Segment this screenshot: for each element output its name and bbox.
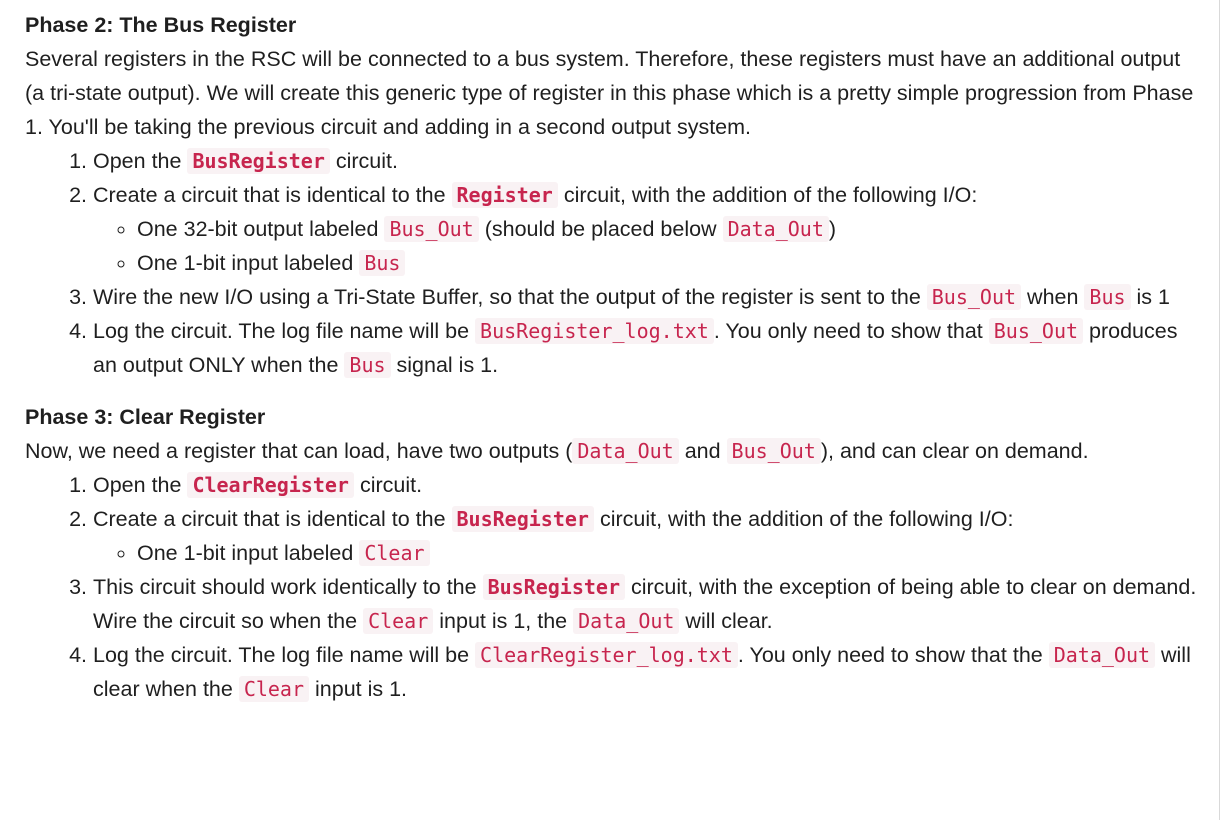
code-bus-register: BusRegister — [483, 574, 625, 600]
code-clear: Clear — [239, 676, 309, 702]
code-clear-register: ClearRegister — [187, 472, 354, 498]
phase3-section — [25, 400, 1205, 706]
code-bus-register: BusRegister — [187, 148, 329, 174]
phase3-intro: Now, we need a register that can load, have two outputs ( Data_Out and Bus_Out ), and can clear on demand. — [25, 439, 1089, 463]
phase3-title: Phase 3: Clear Register — [25, 405, 266, 429]
right-border — [1219, 0, 1220, 820]
phase2-step-2-sublist — [93, 212, 1205, 280]
phase2-section — [25, 8, 1205, 382]
code-bus: Bus — [359, 250, 405, 276]
phase3-step-4: 4. Log the circuit. The log file name will be ClearRegister_log.txt . You only need to show that the Data_Out will clear when the Clear input is 1. — [93, 638, 1205, 706]
code-bus-out: Bus_Out — [989, 318, 1083, 344]
phase3-sub-item-1: ◦ One 1-bit input labeled Clear — [137, 536, 1205, 570]
phase2-steps — [25, 144, 1205, 382]
phase3-step-2: 2. Create a circuit that is identical to the BusRegister circuit, with the addition of the following I/O: ◦ One 1-bit input labeled Clear — [93, 502, 1205, 570]
code-clear: Clear — [359, 540, 429, 566]
code-data-out: Data_Out — [573, 608, 679, 634]
code-bus-out: Bus_Out — [727, 438, 821, 464]
code-log-filename: ClearRegister_log.txt — [475, 642, 738, 668]
code-bus: Bus — [1084, 284, 1130, 310]
phase2-step-4: 4. Log the circuit. The log file name will be BusRegister_log.txt . You only need to show that Bus_Out produces an output ONLY when the Bus signal is 1. — [93, 314, 1205, 382]
code-bus: Bus — [344, 352, 390, 378]
phase2-title: Phase 2: The Bus Register — [25, 13, 297, 37]
phase2-step-2: 2. Create a circuit that is identical to the Register circuit, with the addition of the following I/O: ◦ One 32-bit output labeled Bus_Out (should be placed below Data_Out ) ◦ One 1-bit input labeled Bus — [93, 178, 1205, 280]
phase2-sub-item-2: ◦ One 1-bit input labeled Bus — [137, 246, 1205, 280]
code-bus-register: BusRegister — [452, 506, 594, 532]
code-data-out: Data_Out — [723, 216, 829, 242]
code-bus-out: Bus_Out — [927, 284, 1021, 310]
code-register: Register — [452, 182, 558, 208]
document-content — [25, 8, 1205, 706]
code-data-out: Data_Out — [1049, 642, 1155, 668]
phase3-step-1: 1. Open the ClearRegister circuit. — [93, 468, 1205, 502]
code-clear: Clear — [363, 608, 433, 634]
code-bus-out: Bus_Out — [384, 216, 478, 242]
code-log-filename: BusRegister_log.txt — [475, 318, 714, 344]
phase2-step-3: 3. Wire the new I/O using a Tri-State Buffer, so that the output of the register is sent to the Bus_Out when Bus is 1 — [93, 280, 1205, 314]
phase2-step-1: 1. Open the BusRegister circuit. — [93, 144, 1205, 178]
phase3-step-2-sublist — [93, 536, 1205, 570]
phase2-intro: Several registers in the RSC will be connected to a bus system. Therefore, these registers must have an additional output (a tri-state output). We will create this generic type of register in this phase which is a pretty simple progression from Phase 1. You'll be taking the previous circuit and adding in a second output system. — [25, 47, 1194, 139]
code-data-out: Data_Out — [572, 438, 678, 464]
phase3-steps — [25, 468, 1205, 706]
phase3-step-3: 3. This circuit should work identically to the BusRegister circuit, with the exception of being able to clear on demand. Wire the circuit so when the Clear input is 1, the Data_Out will clear. — [93, 570, 1205, 638]
phase2-sub-item-1: ◦ One 32-bit output labeled Bus_Out (should be placed below Data_Out ) — [137, 212, 1205, 246]
